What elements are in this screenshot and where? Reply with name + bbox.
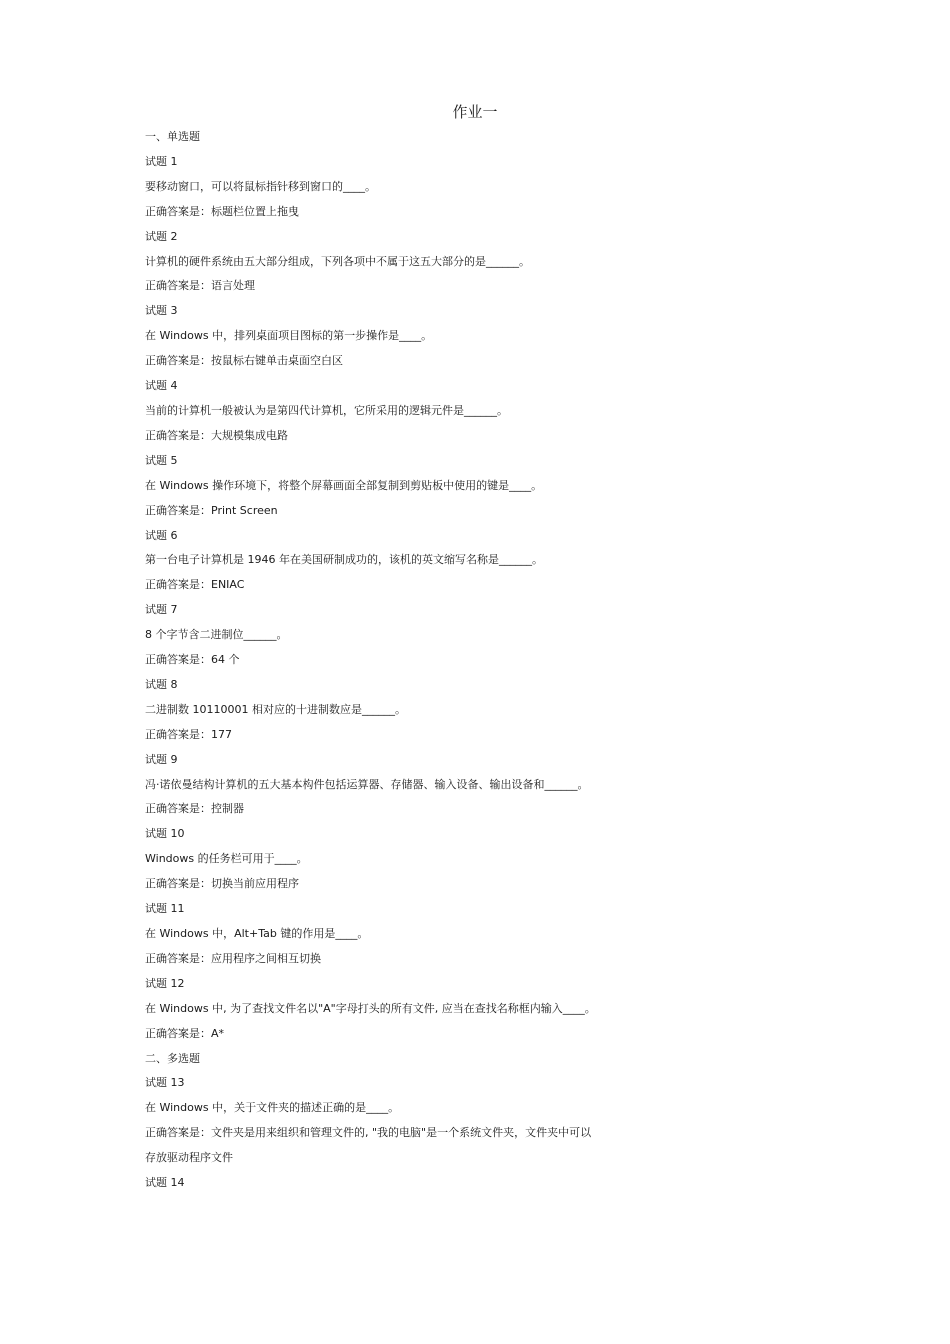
doc-line-answer: 正确答案是：大规模集成电路 — [145, 428, 288, 442]
doc-line-answer: 正确答案是：切换当前应用程序 — [145, 877, 299, 891]
doc-line-question-number: 试题 1 — [145, 154, 178, 168]
doc-line-question: 二进制数 10110001 相对应的十进制数应是______。 — [145, 702, 406, 716]
doc-line-question: 在 Windows 操作环境下，将整个屏幕画面全部复制到剪贴板中使用的键是____。 — [145, 478, 543, 492]
doc-line-question-number: 试题 10 — [145, 827, 185, 841]
doc-line-question: 在 Windows 中，关于文件夹的描述正确的是____。 — [145, 1101, 400, 1115]
doc-line-question-number: 试题 9 — [145, 752, 178, 766]
doc-line-question: 在 Windows 中, 为了查找文件名以"A"字母打头的所有文件, 应当在查找名称框内输入____。 — [145, 1001, 596, 1015]
doc-line-section: 一、单选题 — [145, 130, 200, 143]
doc-line-answer-continued: 存放驱动程序文件 — [145, 1151, 233, 1165]
doc-line-question-number: 试题 2 — [145, 229, 178, 243]
doc-line-answer: 正确答案是：A* — [145, 1026, 225, 1040]
doc-line-answer: 正确答案是：应用程序之间相互切换 — [145, 951, 321, 965]
doc-line-question-number: 试题 14 — [145, 1176, 185, 1190]
doc-line-question: 第一台电子计算机是 1946 年在美国研制成功的，该机的英文缩写名称是______。 — [145, 553, 543, 567]
doc-line-section: 二、多选题 — [145, 1051, 200, 1065]
doc-line-question-number: 试题 6 — [145, 528, 178, 542]
doc-line-question: 在 Windows 中，排列桌面项目图标的第一步操作是____。 — [145, 329, 433, 343]
doc-line-question: 要移动窗口，可以将鼠标指针移到窗口的____。 — [145, 179, 376, 193]
doc-line-question: 8 个字节含二进制位______。 — [145, 628, 288, 642]
doc-line-question: 计算机的硬件系统由五大部分组成，下列各项中不属于这五大部分的是______。 — [145, 254, 530, 268]
document-body — [145, 125, 815, 1196]
doc-line-question-number: 试题 12 — [145, 976, 185, 990]
doc-line-question-number: 试题 4 — [145, 379, 178, 393]
doc-line-answer: 正确答案是：标题栏位置上拖曳 — [145, 204, 299, 218]
doc-line-answer: 正确答案是：文件夹是用来组织和管理文件的, "我的电脑"是一个系统文件夹，文件夹中可以 — [145, 1126, 592, 1140]
doc-line-answer: 正确答案是：64 个 — [145, 653, 240, 667]
doc-line-question-number: 试题 11 — [145, 902, 185, 916]
doc-line-answer: 正确答案是：ENIAC — [145, 578, 245, 592]
doc-line-question-number: 试题 3 — [145, 304, 178, 318]
doc-line-question: 在 Windows 中，Alt+Tab 键的作用是____。 — [145, 927, 369, 940]
doc-line-question: Windows 的任务栏可用于____。 — [145, 852, 308, 866]
doc-line-question: 当前的计算机一般被认为是第四代计算机，它所采用的逻辑元件是______。 — [145, 403, 508, 417]
document-title: 作业一 — [452, 103, 498, 121]
doc-line-question-number: 试题 13 — [145, 1076, 185, 1090]
doc-line-question: 冯·诺依曼结构计算机的五大基本构件包括运算器、存储器、输入设备、输出设备和______。 — [145, 777, 589, 791]
doc-line-question-number: 试题 7 — [145, 603, 178, 617]
doc-line-answer: 正确答案是：语言处理 — [145, 279, 255, 293]
doc-line-question-number: 试题 5 — [145, 453, 178, 467]
doc-line-answer: 正确答案是：177 — [145, 727, 232, 741]
doc-line-question-number: 试题 8 — [145, 677, 178, 691]
doc-line-answer: 正确答案是：控制器 — [145, 802, 244, 816]
doc-line-answer: 正确答案是：Print Screen — [145, 503, 278, 517]
doc-line-answer: 正确答案是：按鼠标右键单击桌面空白区 — [145, 354, 343, 368]
